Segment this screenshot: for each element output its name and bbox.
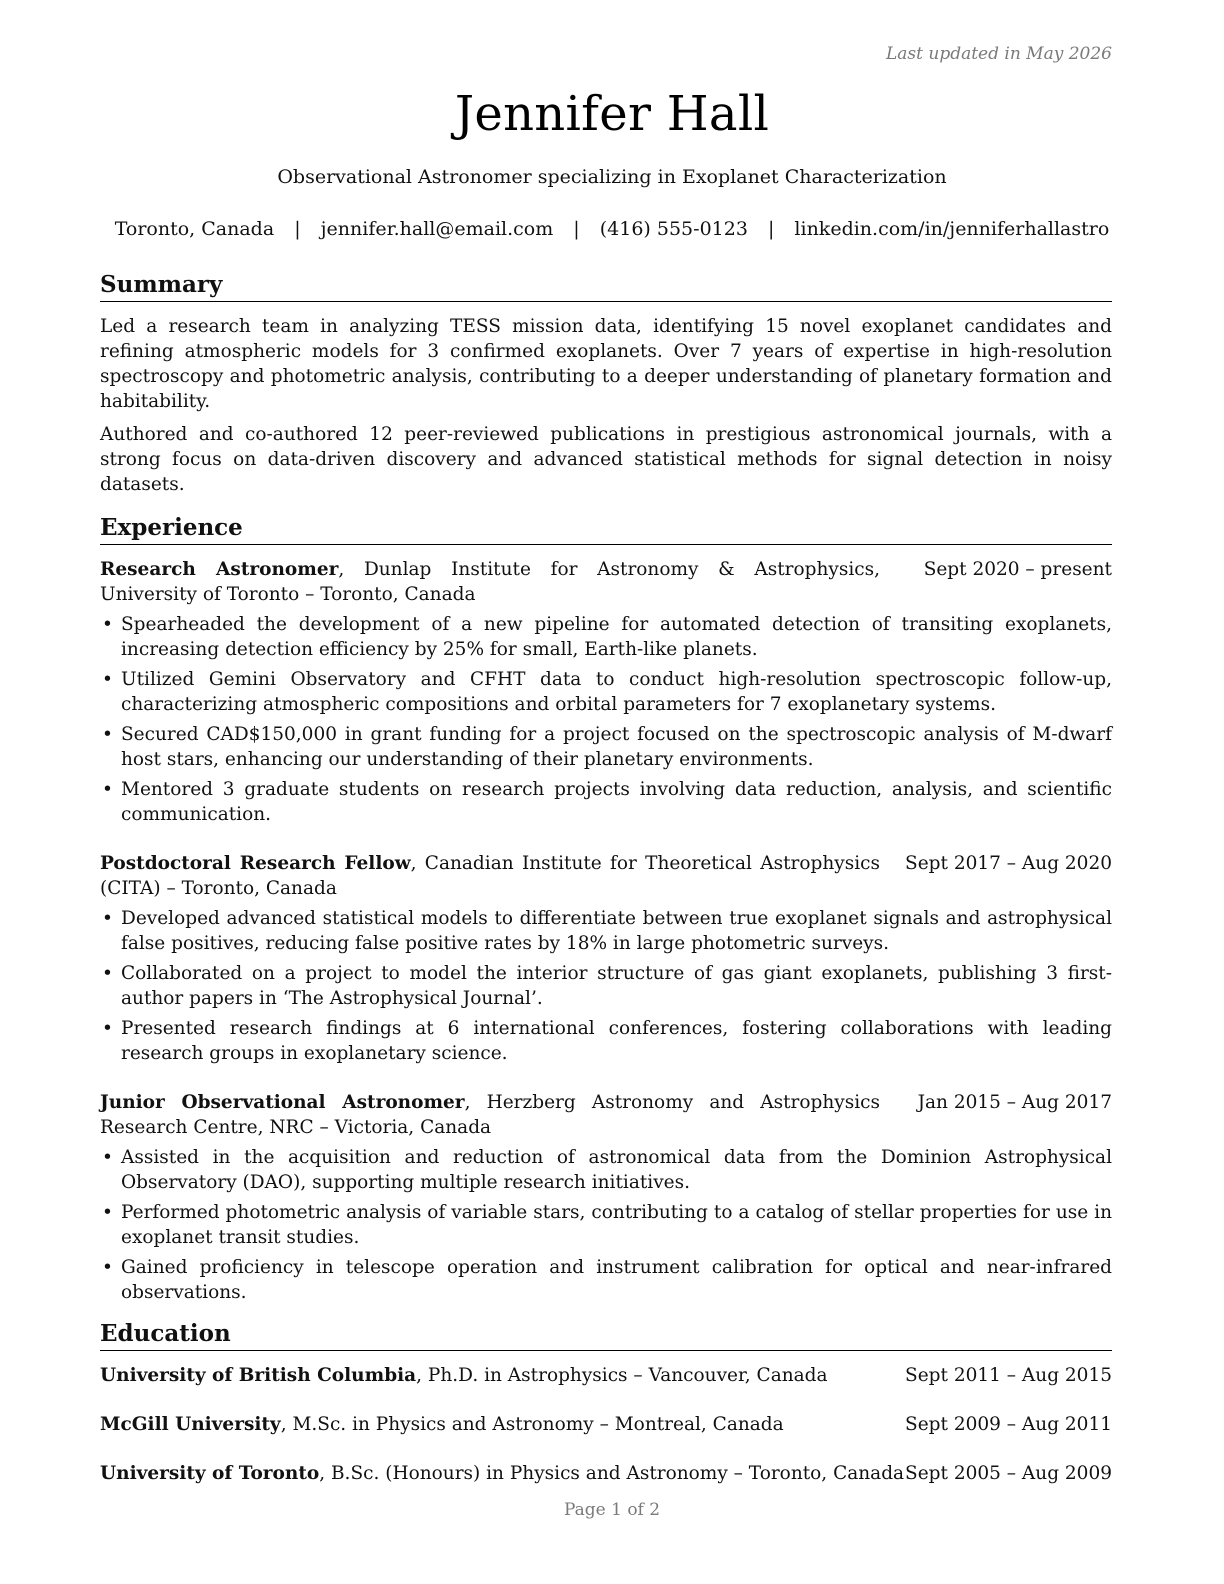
job-organization: , Canadian Institute for Theoretical Astrophysics (CITA) – Toronto, Canada (100, 853, 881, 899)
bullet-text: Collaborated on a project to model the interior structure of gas giant exoplanets, publishing 3 first-author papers in ‘The Astrophysical Journal’. (121, 963, 1112, 1009)
bullet-text: Mentored 3 graduate students on research projects involving data reduction, analysis, and scientific communication. (121, 779, 1112, 825)
education-dates: Sept 2009 – Aug 2011 (905, 1414, 1112, 1435)
bullet-text: Gained proficiency in telescope operation and instrument calibration for optical and near-infrared observations. (121, 1257, 1112, 1303)
job-title-line (100, 557, 880, 607)
bullet-text: Spearheaded the development of a new pipeline for automated detection of transiting exoplanets, increasing detection efficiency by 25% for small, Earth-like planets. (121, 614, 1112, 660)
contact-separator: | (294, 218, 301, 240)
education-entry (100, 1363, 1112, 1388)
education-detail: , M.Sc. in Physics and Astronomy – Montreal, Canada (280, 1414, 784, 1435)
bullet-text: Utilized Gemini Observatory and CFHT data to conduct high-resolution spectroscopic follow-up, characterizing atmospheric compositions and orbital parameters for 7 exoplanetary systems. (121, 669, 1112, 715)
bullet-text: Presented research findings at 6 international conferences, fostering collaborations with leading research groups in exoplanetary science. (121, 1018, 1112, 1064)
list-item (100, 1016, 1112, 1066)
bullet-icon: • (102, 963, 113, 984)
job-header (100, 1090, 1112, 1140)
bullet-icon: • (102, 779, 113, 800)
job-entry (100, 557, 1112, 827)
bullet-icon: • (102, 1147, 113, 1168)
education-detail: , Ph.D. in Astrophysics – Vancouver, Canada (416, 1365, 828, 1386)
section-title-experience: Experience (100, 513, 1112, 545)
job-entry (100, 1090, 1112, 1305)
education-entry (100, 1412, 1112, 1437)
candidate-name: Jennifer Hall (454, 86, 770, 142)
list-item (100, 722, 1112, 772)
education-dates: Sept 2011 – Aug 2015 (905, 1365, 1112, 1386)
job-bullets (100, 906, 1112, 1066)
list-item (100, 777, 1112, 827)
job-bullets (100, 1145, 1112, 1305)
summary-paragraph: Led a research team in analyzing TESS mission data, identifying 15 novel exoplanet candidates and refining atmospheric models for 3 confirmed exoplanets. Over 7 years of expertise in high-resolution spectroscopy and photometric analysis, contributing to a deeper understanding of planetary formation and habitability. (100, 316, 1112, 412)
bullet-icon: • (102, 724, 113, 745)
contact-phone[interactable]: (416) 555-0123 (599, 218, 748, 240)
contact-separator: | (767, 218, 775, 240)
section-title-summary: Summary (100, 270, 1112, 302)
list-item (100, 1255, 1112, 1305)
job-organization: , Herzberg Astronomy and Astrophysics Research Centre, NRC – Victoria, Canada (100, 1092, 881, 1138)
job-dates: Sept 2017 – Aug 2020 (905, 853, 1112, 874)
education-detail-line (100, 1412, 784, 1437)
candidate-tagline: Observational Astronomer specializing in Exoplanet Characterization (277, 166, 947, 188)
job-header (100, 557, 1112, 607)
job-role: Research Astronomer (100, 559, 339, 580)
job-role: Postdoctoral Research Fellow (100, 853, 411, 874)
education-detail-line (100, 1363, 828, 1388)
job-organization: , Dunlap Institute for Astronomy & Astrophysics, University of Toronto – Toronto, Canada (100, 559, 880, 605)
job-role: Junior Observational Astronomer (100, 1092, 465, 1113)
education-entry (100, 1461, 1112, 1486)
education-detail-line (100, 1461, 904, 1486)
education-school: University of Toronto (100, 1463, 320, 1484)
page-number: Page 1 of 2 (563, 1500, 661, 1520)
contact-line (0, 218, 1224, 240)
experience-section (100, 513, 1112, 1305)
bullet-icon: • (102, 908, 113, 929)
bullet-icon: • (102, 1257, 113, 1278)
bullet-text: Performed photometric analysis of variable stars, contributing to a catalog of stellar properties for use in exoplanet transit studies. (121, 1202, 1112, 1248)
list-item (100, 1145, 1112, 1195)
section-title-education: Education (100, 1319, 1112, 1351)
list-item (100, 612, 1112, 662)
education-school: McGill University (100, 1414, 281, 1435)
summary-section (100, 270, 1112, 497)
list-item (100, 1200, 1112, 1250)
education-dates: Sept 2005 – Aug 2009 (905, 1463, 1112, 1484)
resume-content (100, 270, 1112, 1510)
bullet-text: Developed advanced statistical models to differentiate between true exoplanet signals and astrophysical false positives, reducing false positive rates by 18% in large photometric surveys. (121, 908, 1112, 954)
job-header (100, 851, 1112, 901)
job-dates: Jan 2015 – Aug 2017 (917, 1092, 1112, 1113)
education-school: University of British Columbia (100, 1365, 417, 1386)
education-detail: , B.Sc. (Honours) in Physics and Astronomy – Toronto, Canada (319, 1463, 905, 1484)
summary-paragraph: Authored and co-authored 12 peer-reviewed publications in prestigious astronomical journals, with a strong focus on data-driven discovery and advanced statistical methods for signal detection in noisy datasets. (100, 424, 1112, 495)
bullet-icon: • (102, 1202, 113, 1223)
job-title-line (100, 1090, 880, 1140)
bullet-text: Assisted in the acquisition and reduction of astronomical data from the Dominion Astrophysical Observatory (DAO), supporting multiple research initiatives. (121, 1147, 1112, 1193)
job-bullets (100, 612, 1112, 827)
job-entry (100, 851, 1112, 1066)
contact-email[interactable]: jennifer.hall@email.com (320, 218, 554, 240)
last-updated-note: Last updated in May 2026 (885, 44, 1112, 64)
list-item (100, 906, 1112, 956)
contact-separator: | (573, 218, 580, 240)
contact-linkedin[interactable]: linkedin.com/in/jenniferhallastro (794, 218, 1110, 240)
bullet-icon: • (102, 1018, 113, 1039)
list-item (100, 961, 1112, 1011)
contact-location: Toronto, Canada (114, 218, 275, 240)
job-title-line (100, 851, 880, 901)
bullet-text: Secured CAD$150,000 in grant funding for a project focused on the spectroscopic analysis of M-dwarf host stars, enhancing our understanding of their planetary environments. (121, 724, 1112, 770)
education-section (100, 1319, 1112, 1486)
bullet-icon: • (102, 614, 113, 635)
bullet-icon: • (102, 669, 113, 690)
list-item (100, 667, 1112, 717)
job-dates: Sept 2020 – present (923, 559, 1112, 580)
